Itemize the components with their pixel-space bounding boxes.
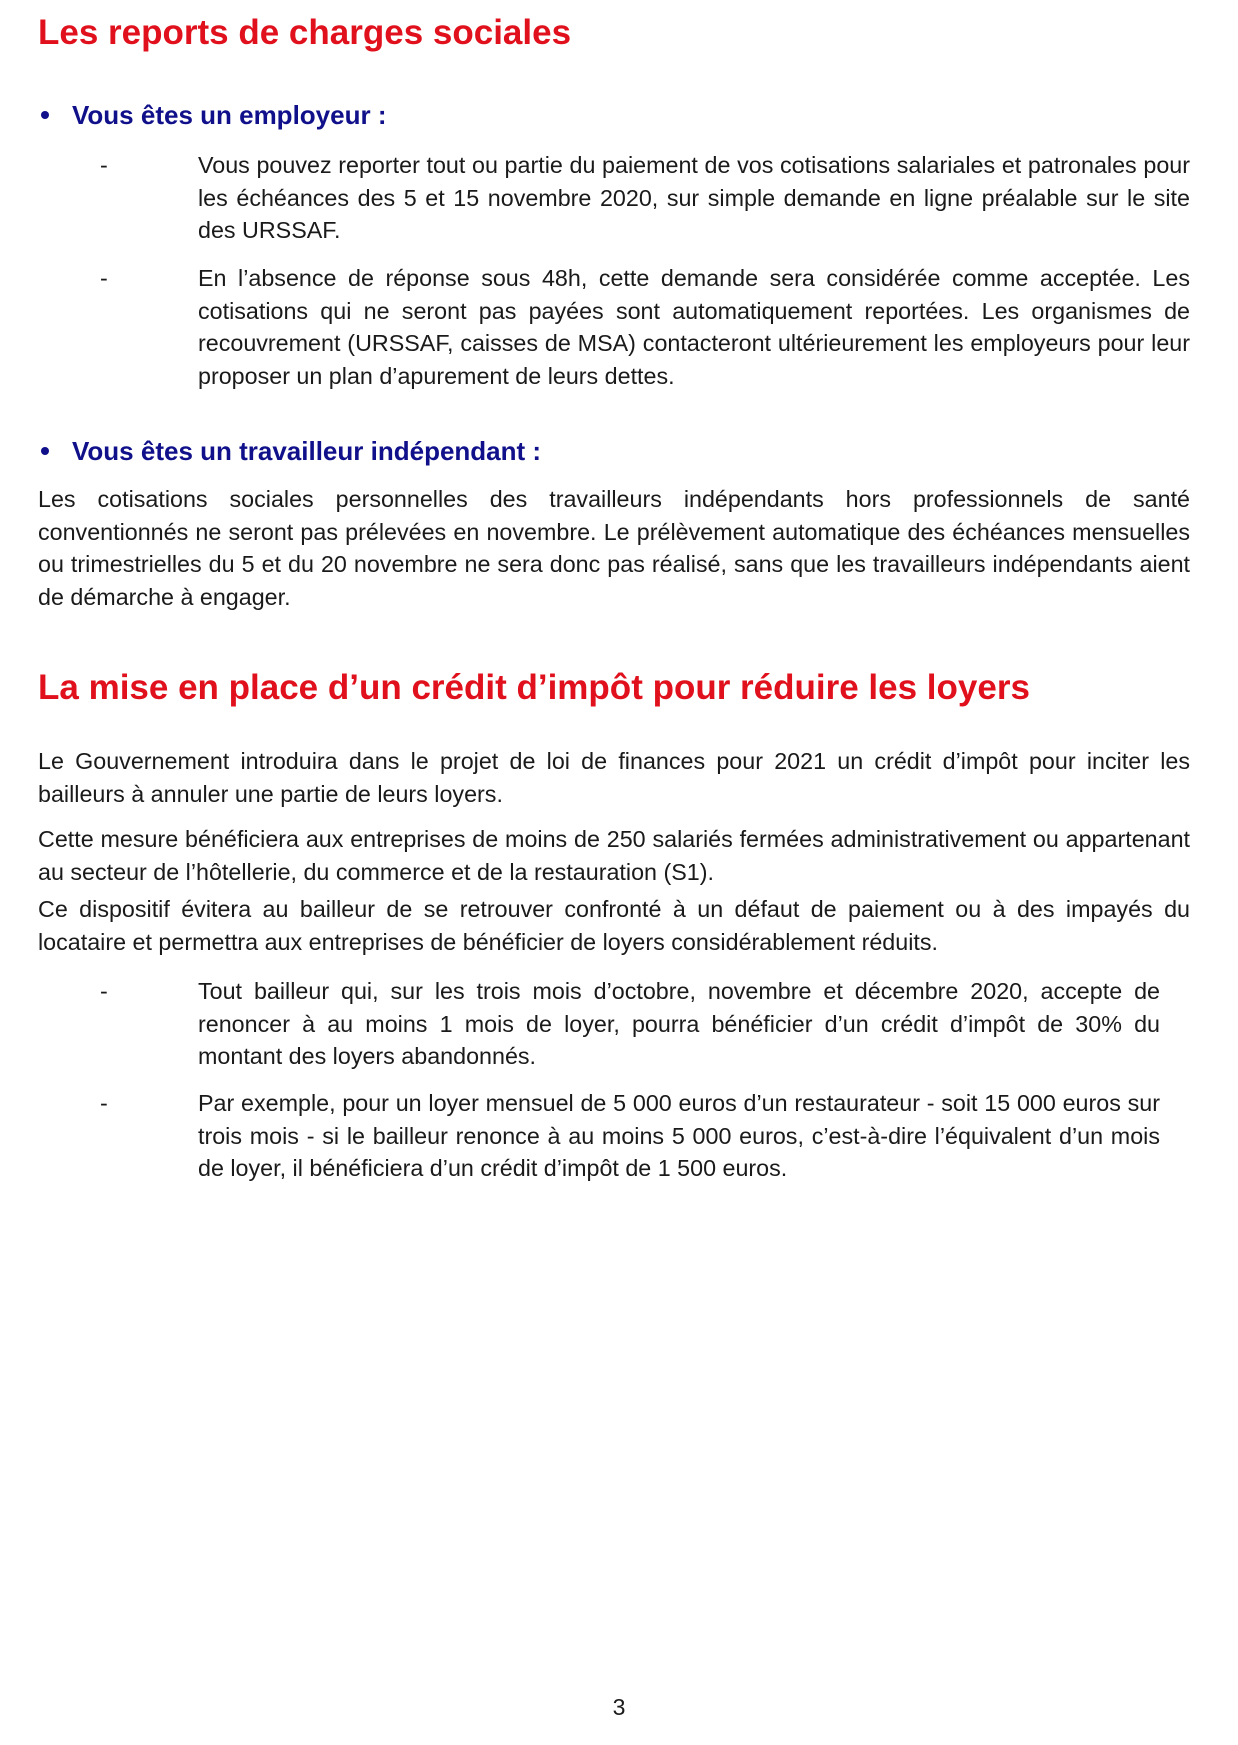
list-item-text: Vous pouvez reporter tout ou partie du paiement de vos cotisations salariales et patronales pour les échéances des 5 et 15 novembre 2020, sur simple demande en ligne préalable sur le site des URSSAF. <box>198 152 1190 243</box>
dash-marker: - <box>100 265 108 291</box>
independent-heading-text: Vous êtes un travailleur indépendant : <box>72 436 542 466</box>
dash-marker: - <box>100 152 108 178</box>
paragraph: Ce dispositif évitera au bailleur de se retrouver confronté à un défaut de paiement ou à des impayés du locataire et permettra aux entreprises de bénéficier de loyers considérablement réduits. <box>38 896 1190 955</box>
tax-credit-list-item <box>100 1087 1160 1185</box>
employer-list-item <box>100 262 1190 392</box>
paragraph: Le Gouvernement introduira dans le projet de loi de finances pour 2021 un crédit d’impôt pour inciter les bailleurs à annuler une partie de leurs loyers. <box>38 748 1190 807</box>
list-item-text: En l’absence de réponse sous 48h, cette demande sera considérée comme acceptée. Les cotisations qui ne seront pas payées sont automatiquement reportées. Les organismes de recouvrement (URSSAF, caisses de MSA) contacteront ultérieurement les employeurs pour leur proposer un plan d’apurement de leurs dettes. <box>198 265 1190 389</box>
bullet-icon <box>41 111 49 119</box>
list-item-text: Tout bailleur qui, sur les trois mois d’octobre, novembre et décembre 2020, accepte de renoncer à au moins 1 mois de loyer, pourra bénéficier d’un crédit d’impôt de 30% du montant des loyers abandonnés. <box>198 978 1160 1069</box>
employer-list-item <box>100 149 1190 247</box>
bullet-icon <box>41 447 49 455</box>
independent-paragraph: Les cotisations sociales personnelles des travailleurs indépendants hors professionnels de santé conventionnés ne seront pas prélevées en novembre. Le prélèvement automatique des échéances mensuelles ou trimestrielles du 5 et du 20 novembre ne sera donc pas réalisé, sans que les travailleurs indépendants aient de démarche à engager. <box>38 486 1190 610</box>
paragraph: Cette mesure bénéficiera aux entreprises de moins de 250 salariés fermées administrativement ou appartenant au secteur de l’hôtellerie, du commerce et de la restauration (S1). <box>38 826 1190 885</box>
section-title-social-charges: Les reports de charges sociales <box>38 13 572 52</box>
dash-marker: - <box>100 1090 108 1116</box>
list-item-text: Par exemple, pour un loyer mensuel de 5 000 euros d’un restaurateur - soit 15 000 euros sur trois mois - si le bailleur renonce à au moins 5 000 euros, c’est-à-dire l’équivalent d’un mois de loyer, il bénéficiera d’un crédit d’impôt de 1 500 euros. <box>198 1090 1160 1181</box>
employer-heading <box>38 100 386 130</box>
tax-credit-list-item <box>100 975 1160 1073</box>
page-number: 3 <box>612 1694 626 1720</box>
independent-heading <box>38 436 541 466</box>
employer-heading-text: Vous êtes un employeur : <box>72 100 387 130</box>
dash-marker: - <box>100 978 108 1004</box>
section-title-tax-credit: La mise en place d’un crédit d’impôt pour réduire les loyers <box>38 668 1030 707</box>
